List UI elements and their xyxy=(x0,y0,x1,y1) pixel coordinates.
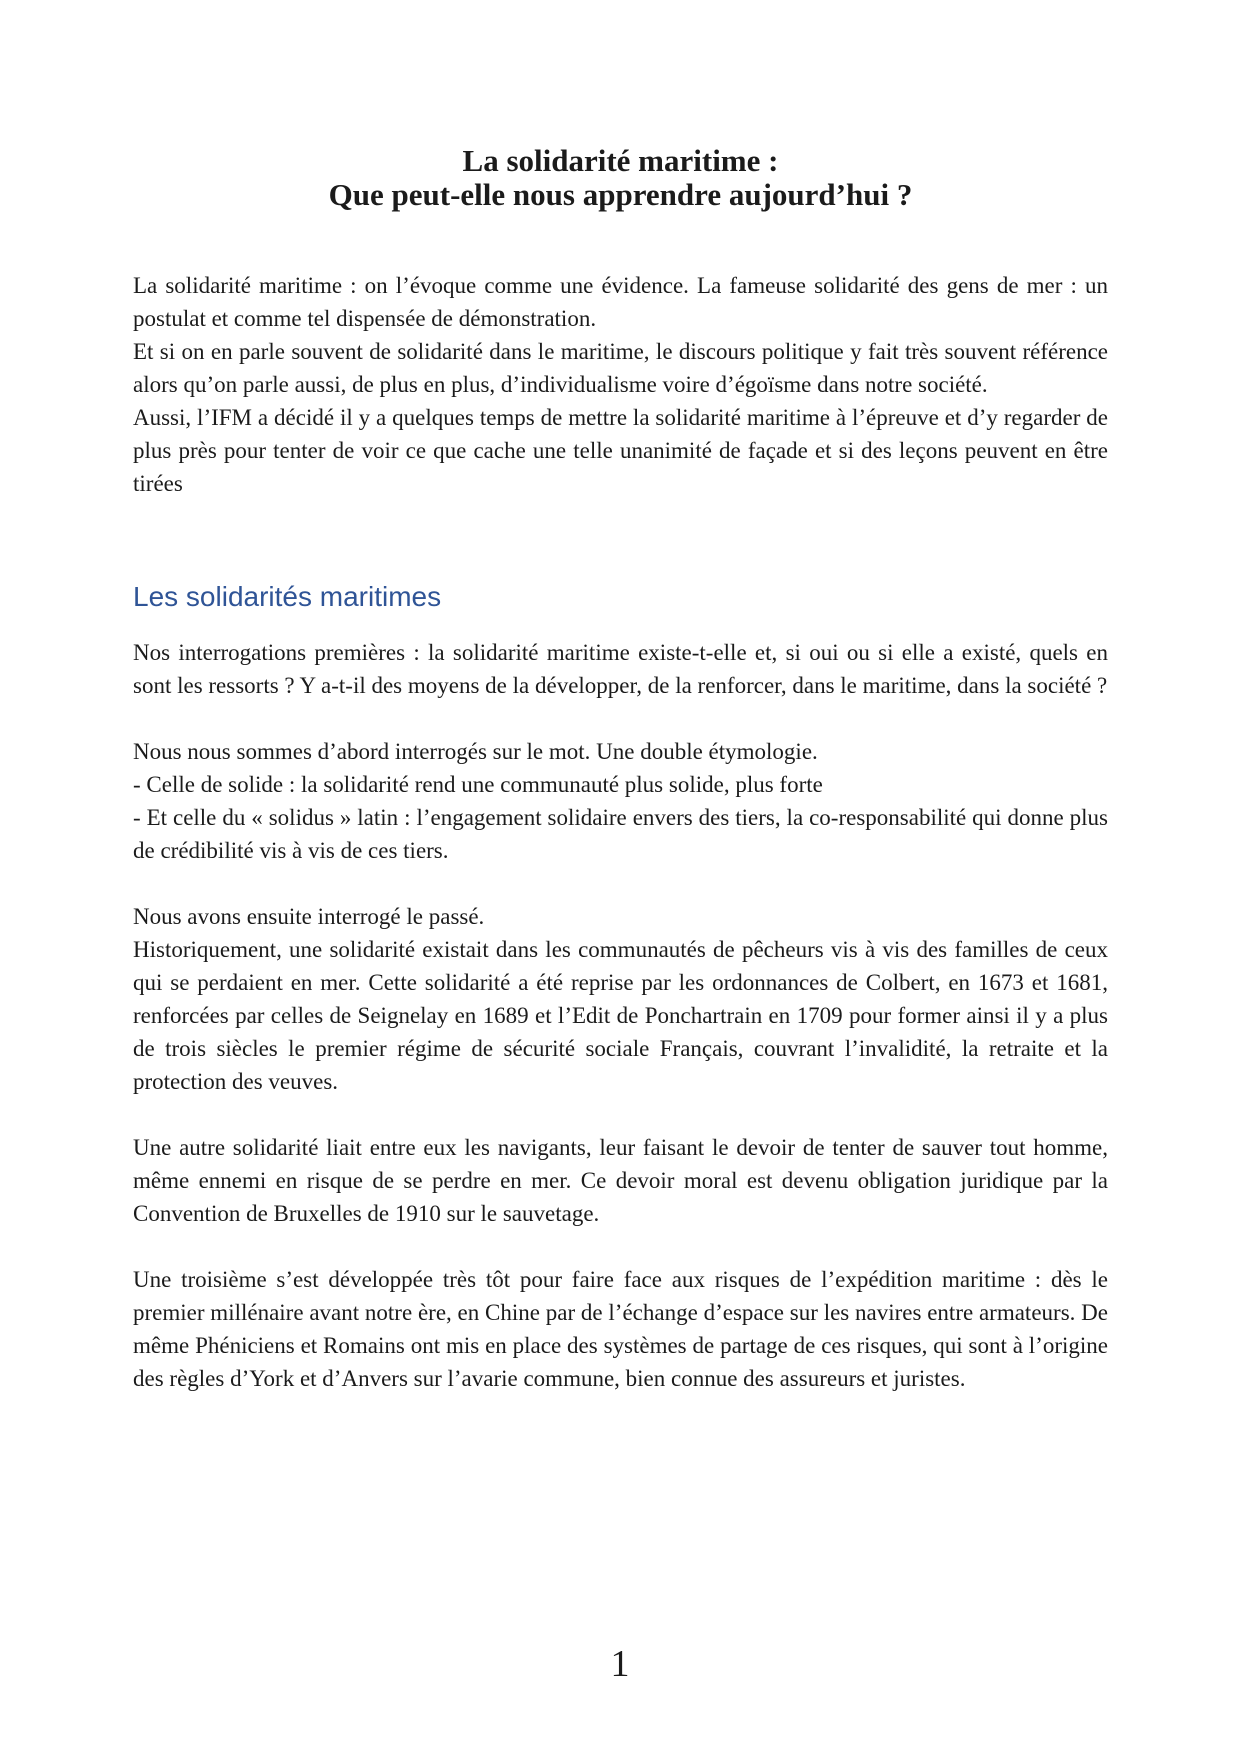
page-number: 1 xyxy=(610,1643,630,1685)
paragraph-group xyxy=(133,900,1108,1098)
body-paragraph: Nous avons ensuite interrogé le passé. xyxy=(133,904,485,929)
paragraph-group xyxy=(133,636,1108,702)
intro-paragraph-1: La solidarité maritime : on l’évoque comme une évidence. La fameuse solidarité des gens de mer : un postulat et comme tel dispensée de démonstration. xyxy=(133,273,1108,331)
body-paragraph: Nos interrogations premières : la solidarité maritime existe-t-elle et, si oui ou si elle a existé, quels en sont les ressorts ? Y a-t-il des moyens de la développer, de la renforcer, dans le maritime, dans la société ? xyxy=(133,640,1108,698)
title-line-1: La solidarité maritime : xyxy=(462,143,779,178)
body-paragraph: Une autre solidarité liait entre eux les navigants, leur faisant le devoir de tenter de sauver tout homme, même ennemi en risque de se perdre en mer. Ce devoir moral est devenu obligation juridique par la Convention de Bruxelles de 1910 sur le sauvetage. xyxy=(133,1135,1108,1226)
body-paragraph: - Celle de solide : la solidarité rend une communauté plus solide, plus forte xyxy=(133,772,823,797)
body-paragraph: Historiquement, une solidarité existait dans les communautés de pêcheurs vis à vis des familles de ceux qui se perdaient en mer. Cette solidarité a été reprise par les ordonnances de Colbert, en 1673 et 1681, renforcées par celles de Seignelay en 1689 et l’Edit de Ponchartrain en 1709 pour former ainsi il y a plus de trois siècles le premier régime de sécurité sociale Français, couvrant l’invalidité, la retraite et la protection des veuves. xyxy=(133,937,1108,1094)
paragraph-group xyxy=(133,1131,1108,1230)
document-title xyxy=(133,144,1108,212)
paragraph-group xyxy=(133,735,1108,867)
section-heading: Les solidarités maritimes xyxy=(133,581,442,612)
intro-paragraph-3: Aussi, l’IFM a décidé il y a quelques temps de mettre la solidarité maritime à l’épreuve et d’y regarder de plus près pour tenter de voir ce que cache une telle unanimité de façade et si des leçons peuvent en être tirées xyxy=(133,405,1108,496)
body-paragraph: - Et celle du « solidus » latin : l’engagement solidaire envers des tiers, la co-responsabilité qui donne plus de crédibilité vis à vis de ces tiers. xyxy=(133,805,1108,863)
page-footer xyxy=(0,1645,1240,1683)
section-body xyxy=(133,636,1108,1395)
title-line-2: Que peut-elle nous apprendre aujourd’hui ? xyxy=(328,177,913,212)
body-paragraph: Une troisième s’est développée très tôt pour faire face aux risques de l’expédition maritime : dès le premier millénaire avant notre ère, en Chine par de l’échange d’espace sur les navires entre armateurs. De même Phéniciens et Romains ont mis en place des systèmes de partage de ces risques, qui sont à l’origine des règles d’York et d’Anvers sur l’avarie commune, bien connue des assureurs et juristes. xyxy=(133,1267,1108,1391)
intro-section xyxy=(133,269,1108,500)
paragraph-group xyxy=(133,1263,1108,1395)
intro-paragraph-2: Et si on en parle souvent de solidarité dans le maritime, le discours politique y fait très souvent référence alors qu’on parle aussi, de plus en plus, d’individualisme voire d’égoïsme dans notre société. xyxy=(133,339,1108,397)
body-paragraph: Nous nous sommes d’abord interrogés sur le mot. Une double étymologie. xyxy=(133,739,818,764)
